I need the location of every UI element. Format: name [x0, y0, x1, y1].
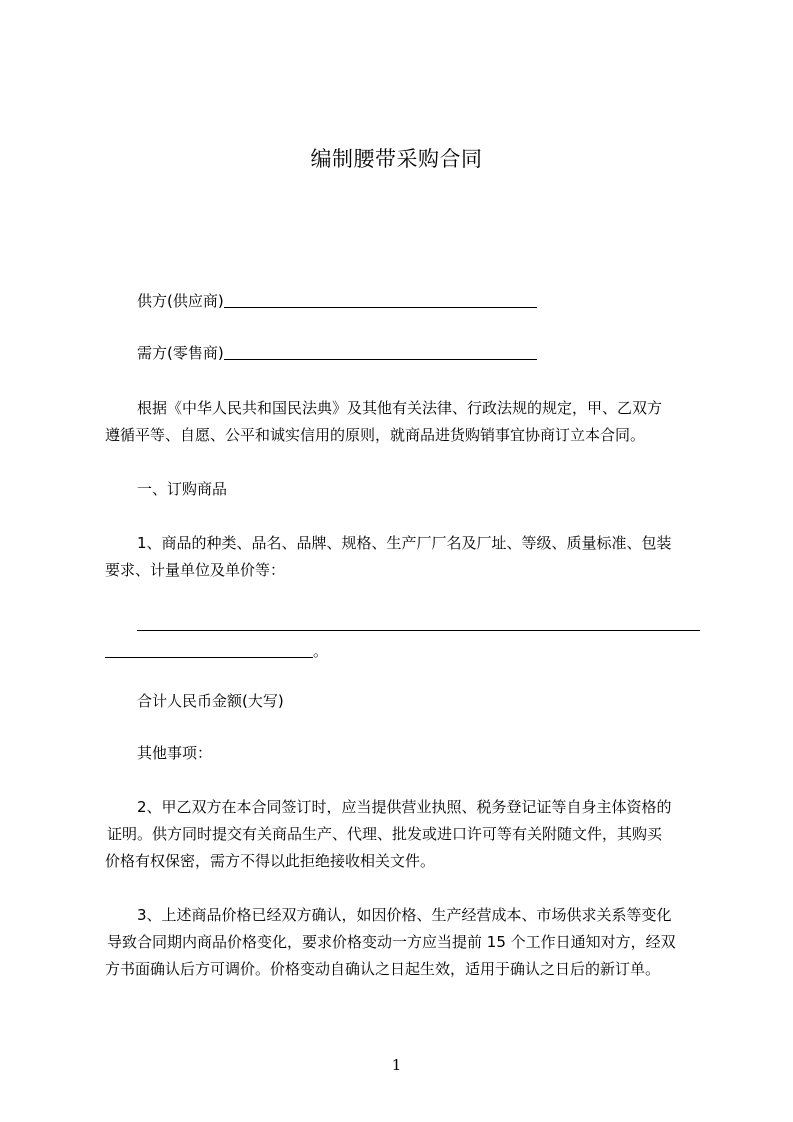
- supplier-line: [137, 291, 537, 311]
- buyer-line: [137, 343, 537, 363]
- intro-line-2: 遵循平等、自愿、公平和诚实信用的原则，就商品进货购销事宜协商订立本合同。: [105, 426, 646, 444]
- item-1-line-1: 1、商品的种类、品名、品牌、规格、生产厂厂名及厂址、等级、质量标准、包装: [137, 534, 672, 552]
- item-3-line-1: 3、上述商品价格已经双方确认，如因价格、生产经营成本、市场供求关系等变化: [137, 906, 672, 924]
- item-3-line-3: 方书面确认后方可调价。价格变动自确认之日起生效，适用于确认之日后的新订单。: [105, 960, 661, 978]
- item-2-line-2: 证明。供方同时提交有关商品生产、代理、批发或进口许可等有关附随文件，其购买: [107, 825, 663, 843]
- goods-blank-2[interactable]: [105, 642, 313, 658]
- goods-blank-line-1: [137, 614, 700, 634]
- goods-blank-1[interactable]: [137, 615, 700, 631]
- buyer-label: 需方(零售商): [137, 344, 224, 362]
- item-1-line-2: 要求、计量单位及单价等：: [105, 561, 286, 579]
- item-3-line-2: 导致合同期内商品价格变化，要求价格变动一方应当提前 15 个工作日通知对方，经双: [107, 933, 676, 951]
- page-number: 1: [391, 1056, 402, 1074]
- goods-blank-end: 。: [313, 642, 329, 660]
- item-2-line-3: 价格有权保密，需方不得以此拒绝接收相关文件。: [105, 852, 436, 870]
- total-amount-label: 合计人民币金额(大写): [137, 692, 284, 710]
- section-1-heading: 一、订购商品: [137, 480, 228, 498]
- item-2-line-1: 2、甲乙双方在本合同签订时，应当提供营业执照、税务登记证等自身主体资格的: [137, 798, 672, 816]
- goods-blank-line-2: [105, 641, 328, 661]
- supplier-label: 供方(供应商): [137, 292, 224, 310]
- document-title: 编制腰带采购合同: [310, 147, 483, 171]
- intro-line-1: 根据《中华人民共和国民法典》及其他有关法律、行政法规的规定，甲、乙双方: [137, 399, 663, 417]
- other-matters-label: 其他事项：: [137, 744, 213, 762]
- supplier-blank[interactable]: [224, 292, 537, 308]
- buyer-blank[interactable]: [224, 344, 537, 360]
